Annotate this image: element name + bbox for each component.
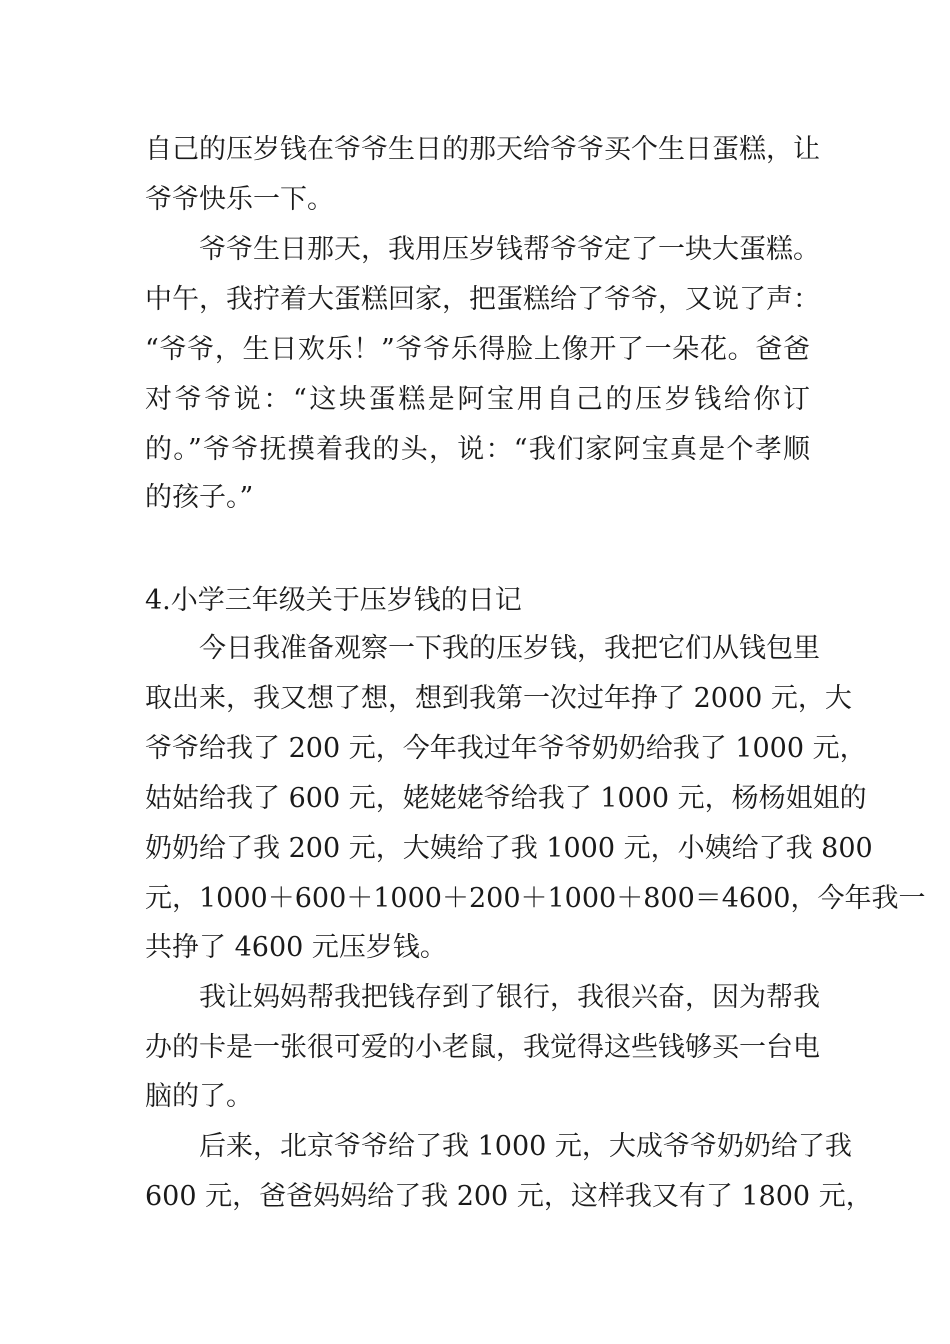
text-line: “爷爷，生日欢乐！”爷爷乐得脸上像开了一朵花。爸爸: [145, 334, 810, 365]
text-line: 爷爷生日那天，我用压岁钱帮爷爷定了一块大蛋糕。: [199, 234, 820, 265]
text-line: 中午，我拧着大蛋糕回家，把蛋糕给了爷爷，又说了声：: [145, 284, 820, 315]
text-line: 自己的压岁钱在爷爷生日的那天给爷爷买个生日蛋糕，让: [145, 134, 820, 165]
text-line: 爷爷快乐一下。: [145, 184, 334, 215]
text-line: 办的卡是一张很可爱的小老鼠，我觉得这些钱够买一台电: [145, 1032, 820, 1063]
text-line: 的。”爷爷抚摸着我的头，说：“我们家阿宝真是个孝顺: [145, 434, 810, 465]
text-line: 姑姑给我了 600 元，姥姥姥爷给我了 1000 元，杨杨姐姐的: [145, 783, 867, 814]
text-line: 奶奶给了我 200 元，大姨给了我 1000 元，小姨给了我 800: [145, 833, 873, 864]
text-line: 取出来，我又想了想，想到我第一次过年挣了 2000 元，大: [145, 683, 852, 714]
text-line: 元，1000＋600＋1000＋200＋1000＋800＝4600，今年我一: [145, 883, 926, 914]
section-heading: 4.小学三年级关于压岁钱的日记: [145, 585, 522, 616]
text-line: 后来，北京爷爷给了我 1000 元，大成爷爷奶奶给了我: [199, 1131, 852, 1162]
text-line: 脑的了。: [145, 1081, 253, 1112]
text-line: 对爷爷说：“这块蛋糕是阿宝用自己的压岁钱给你订: [145, 384, 810, 415]
text-line: 爷爷给我了 200 元，今年我过年爷爷奶奶给我了 1000 元，: [145, 733, 867, 764]
text-line: 600 元，爸爸妈妈给了我 200 元，这样我又有了 1800 元，: [145, 1181, 873, 1212]
text-line: 共挣了 4600 元压岁钱。: [145, 932, 447, 963]
text-line: 我让妈妈帮我把钱存到了银行，我很兴奋，因为帮我: [199, 982, 820, 1013]
text-line: 今日我准备观察一下我的压岁钱，我把它们从钱包里: [199, 633, 820, 664]
text-line: 的孩子。”: [145, 482, 254, 513]
